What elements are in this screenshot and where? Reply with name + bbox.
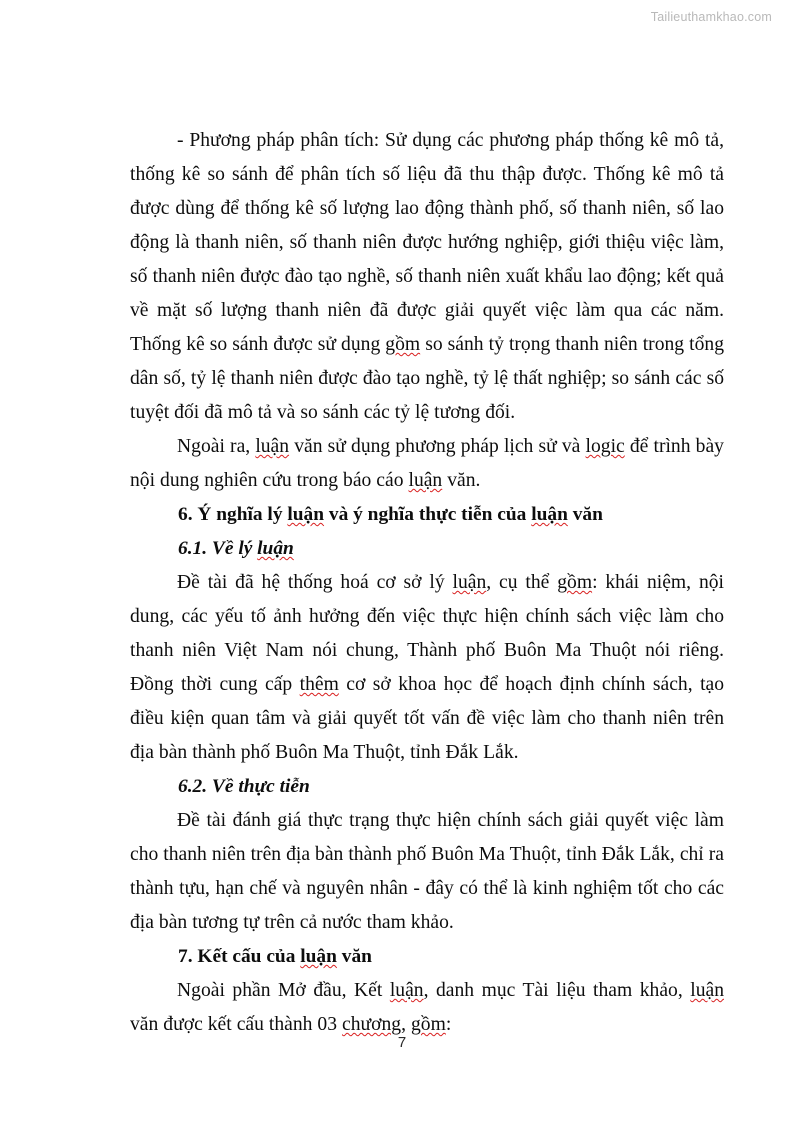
document-body bbox=[130, 124, 724, 1042]
spellcheck-word: luận bbox=[255, 436, 290, 457]
subheading-6-1: 6.1. Về lý luận bbox=[178, 538, 294, 559]
spellcheck-word: luận bbox=[690, 980, 724, 1001]
paragraph-historical-logic: Ngoài ra, luận văn sử dụng phương pháp lịch sử và logic để trình bày nội dung nghiên cứu trong báo cáo luận văn. bbox=[130, 436, 724, 491]
spellcheck-word: gồm bbox=[557, 572, 593, 593]
spellcheck-word: chương bbox=[342, 1014, 402, 1035]
spellcheck-word: luận bbox=[531, 504, 568, 525]
spellcheck-word: luận bbox=[300, 946, 337, 967]
spellcheck-word: luận bbox=[389, 980, 424, 1001]
heading-section-7: 7. Kết cấu của luận văn bbox=[178, 946, 372, 967]
paragraph-methods: - Phương pháp phân tích: Sử dụng các phương pháp thống kê mô tả, thống kê so sánh để phân tích số liệu đã thu thập được. Thống kê mô tả được dùng để thống kê số lượng lao động thành phố, số thanh niên, số lao động là thanh niên, số thanh niên được hướng nghiệp, giới thiệu việc làm, số thanh niên được đào tạo nghề, số thanh niên xuất khẩu lao động; kết quả về mặt số lượng thanh niên đã được giải quyết việc làm qua các năm. Thống kê so sánh được sử dụng gồm so sánh tỷ trọng thanh niên trong tổng dân số, tỷ lệ thanh niên được đào tạo nghề, tỷ lệ thất nghiệp; so sánh các số tuyệt đối đã mô tả và so sánh các tỷ lệ tương đối. bbox=[130, 130, 724, 423]
spellcheck-word: gồm bbox=[411, 1014, 446, 1035]
spellcheck-word: gồm bbox=[385, 334, 421, 355]
spellcheck-word: luận bbox=[452, 572, 487, 593]
watermark-label: Tailieuthamkhao.com bbox=[650, 10, 772, 24]
spellcheck-word: luận bbox=[408, 470, 443, 491]
spellcheck-word: logic bbox=[585, 436, 625, 457]
paragraph-structure: Ngoài phần Mở đầu, Kết luận, danh mục Tài liệu tham khảo, luận văn được kết cấu thành 03 chương, gồm: bbox=[130, 980, 724, 1035]
spellcheck-word: luận bbox=[287, 504, 325, 525]
page-number: 7 bbox=[397, 1034, 407, 1051]
spellcheck-word: luận bbox=[257, 538, 294, 559]
paragraph-practical-significance: Đề tài đánh giá thực trạng thực hiện chính sách giải quyết việc làm cho thanh niên trên địa bàn thành phố Buôn Ma Thuột, tỉnh Đắk Lắk, chỉ ra thành tựu, hạn chế và nguyên nhân - đây có thể là kinh nghiệm tốt cho các địa bàn tương tự trên cả nước tham khảo. bbox=[130, 810, 724, 933]
spellcheck-word: thêm bbox=[299, 674, 339, 695]
paragraph-theoretical-significance: Đề tài đã hệ thống hoá cơ sở lý luận, cụ thể gồm: khái niệm, nội dung, các yếu tố ảnh hưởng đến việc thực hiện chính sách việc làm cho thanh niên Việt Nam nói chung, Thành phố Buôn Ma Thuột nói riêng. Đồng thời cung cấp thêm cơ sở khoa học để hoạch định chính sách, tạo điều kiện quan tâm và giải quyết tốt vấn đề việc làm cho thanh niên trên địa bàn thành phố Buôn Ma Thuột, tỉnh Đắk Lắk. bbox=[130, 572, 725, 763]
heading-section-6: 6. Ý nghĩa lý luận và ý nghĩa thực tiễn của luận văn bbox=[178, 504, 603, 525]
subheading-6-2: 6.2. Về thực tiễn bbox=[178, 776, 310, 797]
